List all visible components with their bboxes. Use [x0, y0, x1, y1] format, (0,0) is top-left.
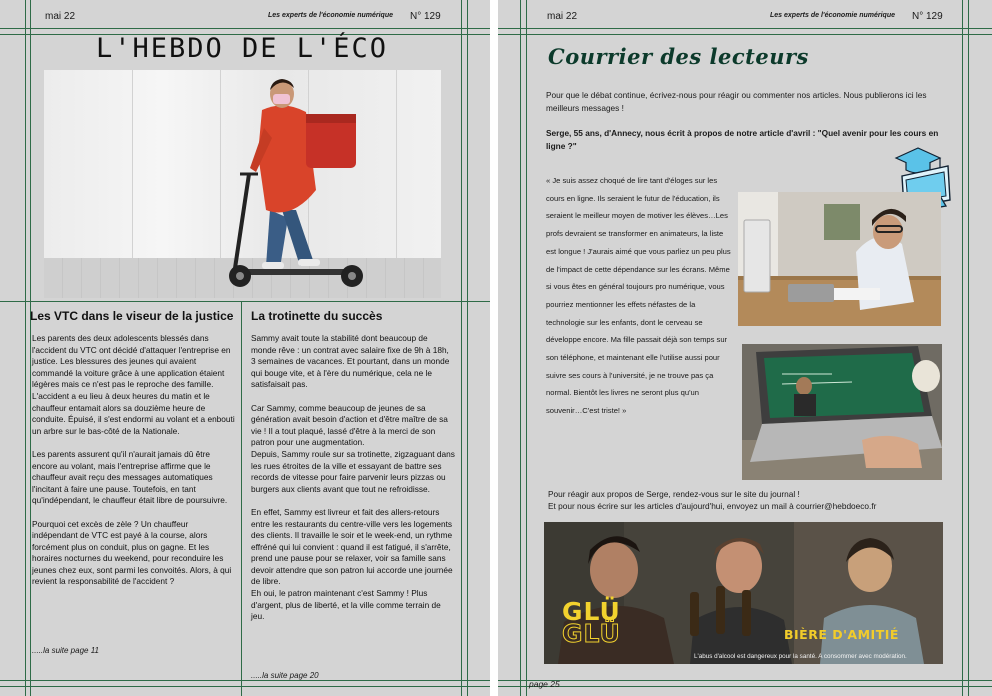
react-line-email: Et pour nous écrire sur les articles d'aujourd'hui, envoyez un mail à courrier@hebdoeco.fr — [548, 500, 877, 511]
online-lecture-photo — [742, 344, 942, 480]
student-laptop-photo — [738, 192, 941, 326]
letter-intro: Serge, 55 ans, d'Annecy, nous écrit à propos de notre article d'avril : "Quel avenir pour les cours en ligne ?" — [546, 128, 939, 151]
section-title: Courrier des lecteurs — [548, 44, 809, 69]
article-trottinette-paragraph: En effet, Sammy est livreur et fait des allers-retours entre les restaurants du centre-ville vers les logements des clients. Il travaille le soir et le week-end, un rythme effréné qui lui convient : quand il est fatigué, il s'arrête, prend une pause pour se relaxer, voir sa famille sans devoir attendre que son patron lui accorde une journée de libre. — [251, 506, 453, 587]
guide-line — [0, 686, 490, 687]
guide-line — [498, 686, 992, 687]
guide-line — [25, 0, 26, 696]
lecture-illustration — [742, 344, 942, 480]
response-instructions — [548, 489, 876, 512]
guide-line — [0, 680, 490, 681]
guide-line — [498, 34, 992, 35]
guide-line — [968, 0, 969, 696]
guide-line — [962, 0, 963, 696]
guide-line — [498, 28, 992, 29]
reader-letter: « Je suis assez choqué de lire tant d'éloges sur les cours en ligne. Ils seraient le futur de l'éducation, ils seraient le meilleur moyen de motiver les élèves…Les profs devraient se transformer en animateurs, la liste est longue ! J'aurais aimé que vous parliez un peu plus de l'impact de cette dépendance sur les écrans. Même si vous êtes en général toujours pro numérique, vous pourriez mentionner les effets néfastes de la technologie sur les enfants, dont le cerveau se développe encore. Ma fille passait déjà son temps sur son téléphone, et maintenant elle l'utilise aussi pour suivre ses cours à l'université, je ne trouve pas ça normal. Bientôt les livres ne seront plus qu'un souvenir…C'est triste! » — [546, 176, 731, 416]
header-date: mai 22 — [45, 11, 76, 22]
beer-advertisement — [544, 522, 943, 664]
react-line-site: Pour réagir aux propos de Serge, rendez-vous sur le site du journal ! — [548, 489, 800, 499]
guide-line — [498, 680, 992, 681]
ad-brand-outline: GLÜ — [562, 619, 621, 648]
article-vtc-paragraph: Les parents des deux adolescents blessés dans l'accident du VTC ont décidé d'attaquer l'entreprise en justice. Les blessures des jeunes qui avaient commandé la voiture grâce à une application étaient légères mais ce n'est pas le reproche des famille. L'accident a eu lieu à deux heures du matin et le chauffeur entamait alors sa douzième heure de conduite. Épuisé, il s'est endormi au volant et a enbouti un arbre sur le bas-côté de la Nationale. — [32, 333, 235, 436]
article-vtc-paragraph: Pourquoi cet excès de zèle ? Un chauffeur indépendant de VTC est payé à la course, alors forcément plus on conduit, plus on gagne. Et les horaires nocturnes du weekend, pour reconduire les jeunes chez eux, sont parmi les convoités. Alors, à qui revient la responsabilité de l'accident ? — [32, 518, 232, 587]
article-trottinette-paragraph: Car Sammy, comme beaucoup de jeunes de sa génération avait besoin d'action et d'être maître de sa vie ! Il a tout plaqué, lassé d'être à la merci de son patron pour une augmentation. — [251, 402, 448, 448]
delivery-scooter-photo — [44, 70, 441, 298]
page-number: page 25 — [529, 679, 560, 689]
guide-line — [0, 301, 490, 302]
masthead-title: L'HEBDO DE L'ÉCO — [95, 33, 389, 64]
student-illustration — [738, 192, 941, 326]
section-intro: Pour que le débat continue, écrivez-nous pour réagir ou commenter nos articles. Nous publierons ici les meilleurs messages ! — [546, 90, 927, 113]
guide-line — [0, 28, 490, 29]
ad-health-warning: L'abus d'alcool est dangereux pour la santé. A consommer avec modération. — [694, 653, 907, 660]
delivery-man-on-scooter — [44, 70, 441, 298]
article-trottinette-paragraph: Depuis, Sammy roule sur sa trotinette, zigzaguant dans les rues étroites de la ville et essayant de battre ses records de vitesse pour faire parvenir leurs pizzas ou burgers aux clients avant que tout ne refroidisse. — [251, 448, 455, 494]
header-tagline: Les experts de l'économie numérique — [268, 12, 393, 19]
header-tagline: Les experts de l'économie numérique — [770, 12, 895, 19]
guide-line — [30, 0, 31, 696]
article-trottinette-paragraph: Eh oui, le patron maintenant c'est Sammy ! Plus d'argent, plus de liberté, et la ville comme terrain de jeu. — [251, 588, 441, 622]
guide-line — [520, 0, 521, 696]
guide-line — [461, 0, 462, 696]
header-date: mai 22 — [547, 11, 578, 22]
guide-line — [241, 301, 242, 696]
article-vtc-paragraph: Les parents assurent qu'il n'aurait jamais dû être encore au volant, mais l'entreprise affirme que le chauffeur avait reçu des messages automatiques l'incitant à faire une pause. Toutefois, en tant qu'indépendant, le chauffeur était libre de poursuivre. — [32, 448, 228, 506]
article-vtc-title: Les VTC dans le viseur de la justice — [30, 309, 234, 323]
article-trottinette-continuation: .....la suite page 20 — [251, 671, 319, 680]
ad-slogan: BIÈRE D'AMITIÉ — [784, 627, 899, 642]
header-issue-number: N° 129 — [410, 11, 441, 22]
article-trottinette-paragraph: Sammy avait toute la stabilité dont beaucoup de monde rêve : un contrat avec salaire fixe de 9h à 18h, 3 semaines de vacances. Et pourtant, dans un monde qui bouge vite, et à l'ère du numérique, cela ne le satisfaisait pas. — [251, 333, 450, 390]
guide-line — [526, 0, 527, 696]
article-vtc-body — [32, 333, 236, 600]
header-issue-number: N° 129 — [912, 11, 943, 22]
article-trottinette-title: La trotinette du succès — [251, 309, 383, 323]
article-vtc-continuation: .....la suite page 11 — [32, 646, 100, 655]
guide-line — [467, 0, 468, 696]
article-trottinette-body — [251, 333, 455, 634]
ad-brand-yellow: GLÜ — [562, 597, 621, 626]
